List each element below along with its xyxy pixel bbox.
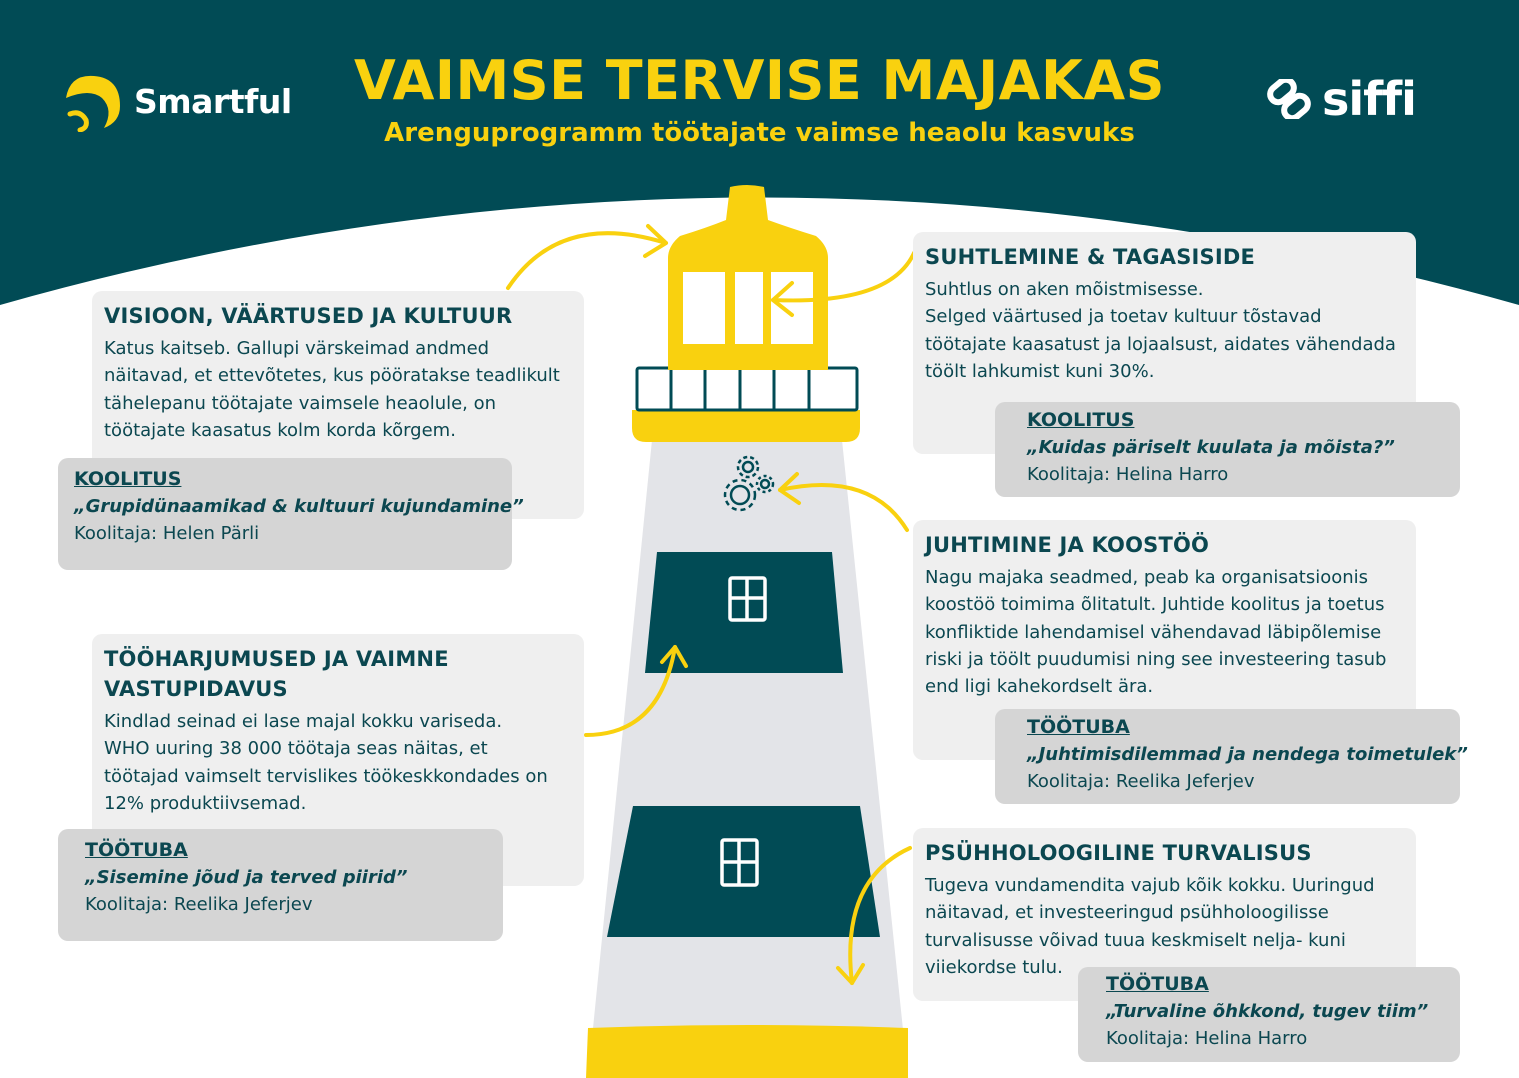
subcard-habits-trainer: Koolitaja: Reelika Jeferjev xyxy=(85,894,313,915)
lighthouse-base xyxy=(586,1025,908,1078)
siffi-logo[interactable] xyxy=(1266,72,1416,126)
subcard-vision-title: „Grupidünaamikad & kultuuri kujundamine” xyxy=(74,496,524,517)
railing xyxy=(637,368,857,410)
subcard-safety-title: „Turvaline õhkkond, tugev tiim” xyxy=(1106,1001,1429,1022)
card-vision-heading: VISIOON, VÄÄRTUSED JA KULTUUR xyxy=(104,304,513,328)
card-leadership-heading: JUHTIMINE JA KOOSTÖÖ xyxy=(925,533,1210,557)
smartful-logo[interactable] xyxy=(62,70,292,132)
subcard-communication-label: KOOLITUS xyxy=(1027,409,1135,431)
lighthouse xyxy=(586,185,908,1078)
card-vision-text: Katus kaitseb. Gallupi värskeimad andmed näitavad, et ettevõtetes, kus pööratakse teadlikult tähelepanu töötajate vaimsele heaolule, on töötajate kaasatus kolm korda kõrgem. xyxy=(104,338,560,441)
subcard-vision-trainer: Koolitaja: Helen Pärli xyxy=(74,523,260,544)
page-subtitle: Arenguprogramm töötajate vaimse heaolu kasvuks xyxy=(384,118,1135,148)
subcard-habits-title: „Sisemine jõud ja terved piirid” xyxy=(85,867,408,888)
siffi-link-icon xyxy=(1266,79,1312,119)
lighthouse-stripe-lower xyxy=(607,806,880,937)
subcard-leadership-workshop[interactable] xyxy=(995,709,1468,804)
card-safety-text: Tugeva vundamendita vajub kõik kokku. Uuringud näitavad, et investeeringud psühholoogilisse turvalisusse võivad tuua keskmiselt nelja- kuni viiekordse tulu. xyxy=(925,875,1375,978)
lighthouse-gallery xyxy=(632,410,860,442)
subcard-safety-workshop[interactable] xyxy=(1078,967,1460,1062)
subcard-habits-workshop[interactable] xyxy=(58,829,503,941)
smartful-logo-text: Smartful xyxy=(134,81,292,121)
subcard-communication-training[interactable] xyxy=(995,402,1460,497)
smartful-swirl-icon xyxy=(62,70,124,132)
subcard-habits-label: TÖÖTUBA xyxy=(85,839,188,861)
subcard-safety-trainer: Koolitaja: Helina Harro xyxy=(1106,1028,1308,1049)
subcard-communication-trainer: Koolitaja: Helina Harro xyxy=(1027,464,1229,485)
card-communication-text: Suhtlus on aken mõistmisesse. Selged väärtused ja toetav kultuur tõstavad töötajate kaasatust ja lojaalsust, aidates vähendada töölt lahkumist kuni 30%. xyxy=(925,279,1396,382)
page-title: VAIMSE TERVISE MAJAKAS xyxy=(353,49,1166,112)
subcard-vision-training[interactable] xyxy=(58,458,524,570)
card-habits-text: Kindlad seinad ei lase majal kokku variseda. WHO uuring 38 000 töötaja seas näitas, et töötajad vaimselt tervislikes töökeskkondades on 12% produktiivsemad. xyxy=(104,711,548,814)
subcard-vision-label: KOOLITUS xyxy=(74,468,182,490)
subcard-safety-label: TÖÖTUBA xyxy=(1106,973,1209,995)
subcard-communication-title: „Kuidas päriselt kuulata ja mõista?” xyxy=(1027,437,1395,458)
card-communication-heading: SUHTLEMINE & TAGASISIDE xyxy=(925,245,1256,269)
subcard-leadership-trainer: Koolitaja: Reelika Jeferjev xyxy=(1027,771,1255,792)
subcard-leadership-title: „Juhtimisdilemmad ja nendega toimetulek” xyxy=(1027,744,1468,765)
card-leadership-text: Nagu majaka seadmed, peab ka organisatsioonis koostöö toimima õlitatult. Juhtide koolitus ja toetus konfliktide lahendamisel vähendavad läbipõlemise riski ja töölt puudumisi ning see investeering tasub end ligi kahekordselt ära. xyxy=(925,567,1387,698)
arrow-vision xyxy=(508,233,666,288)
siffi-logo-text: siffi xyxy=(1322,72,1416,126)
card-habits-heading: TÖÖHARJUMUSED JA VAIMNE VASTUPIDAVUS xyxy=(104,647,449,701)
card-safety-heading: PSÜHHOLOOGILINE TURVALISUS xyxy=(925,841,1312,865)
subcard-leadership-label: TÖÖTUBA xyxy=(1027,716,1130,738)
